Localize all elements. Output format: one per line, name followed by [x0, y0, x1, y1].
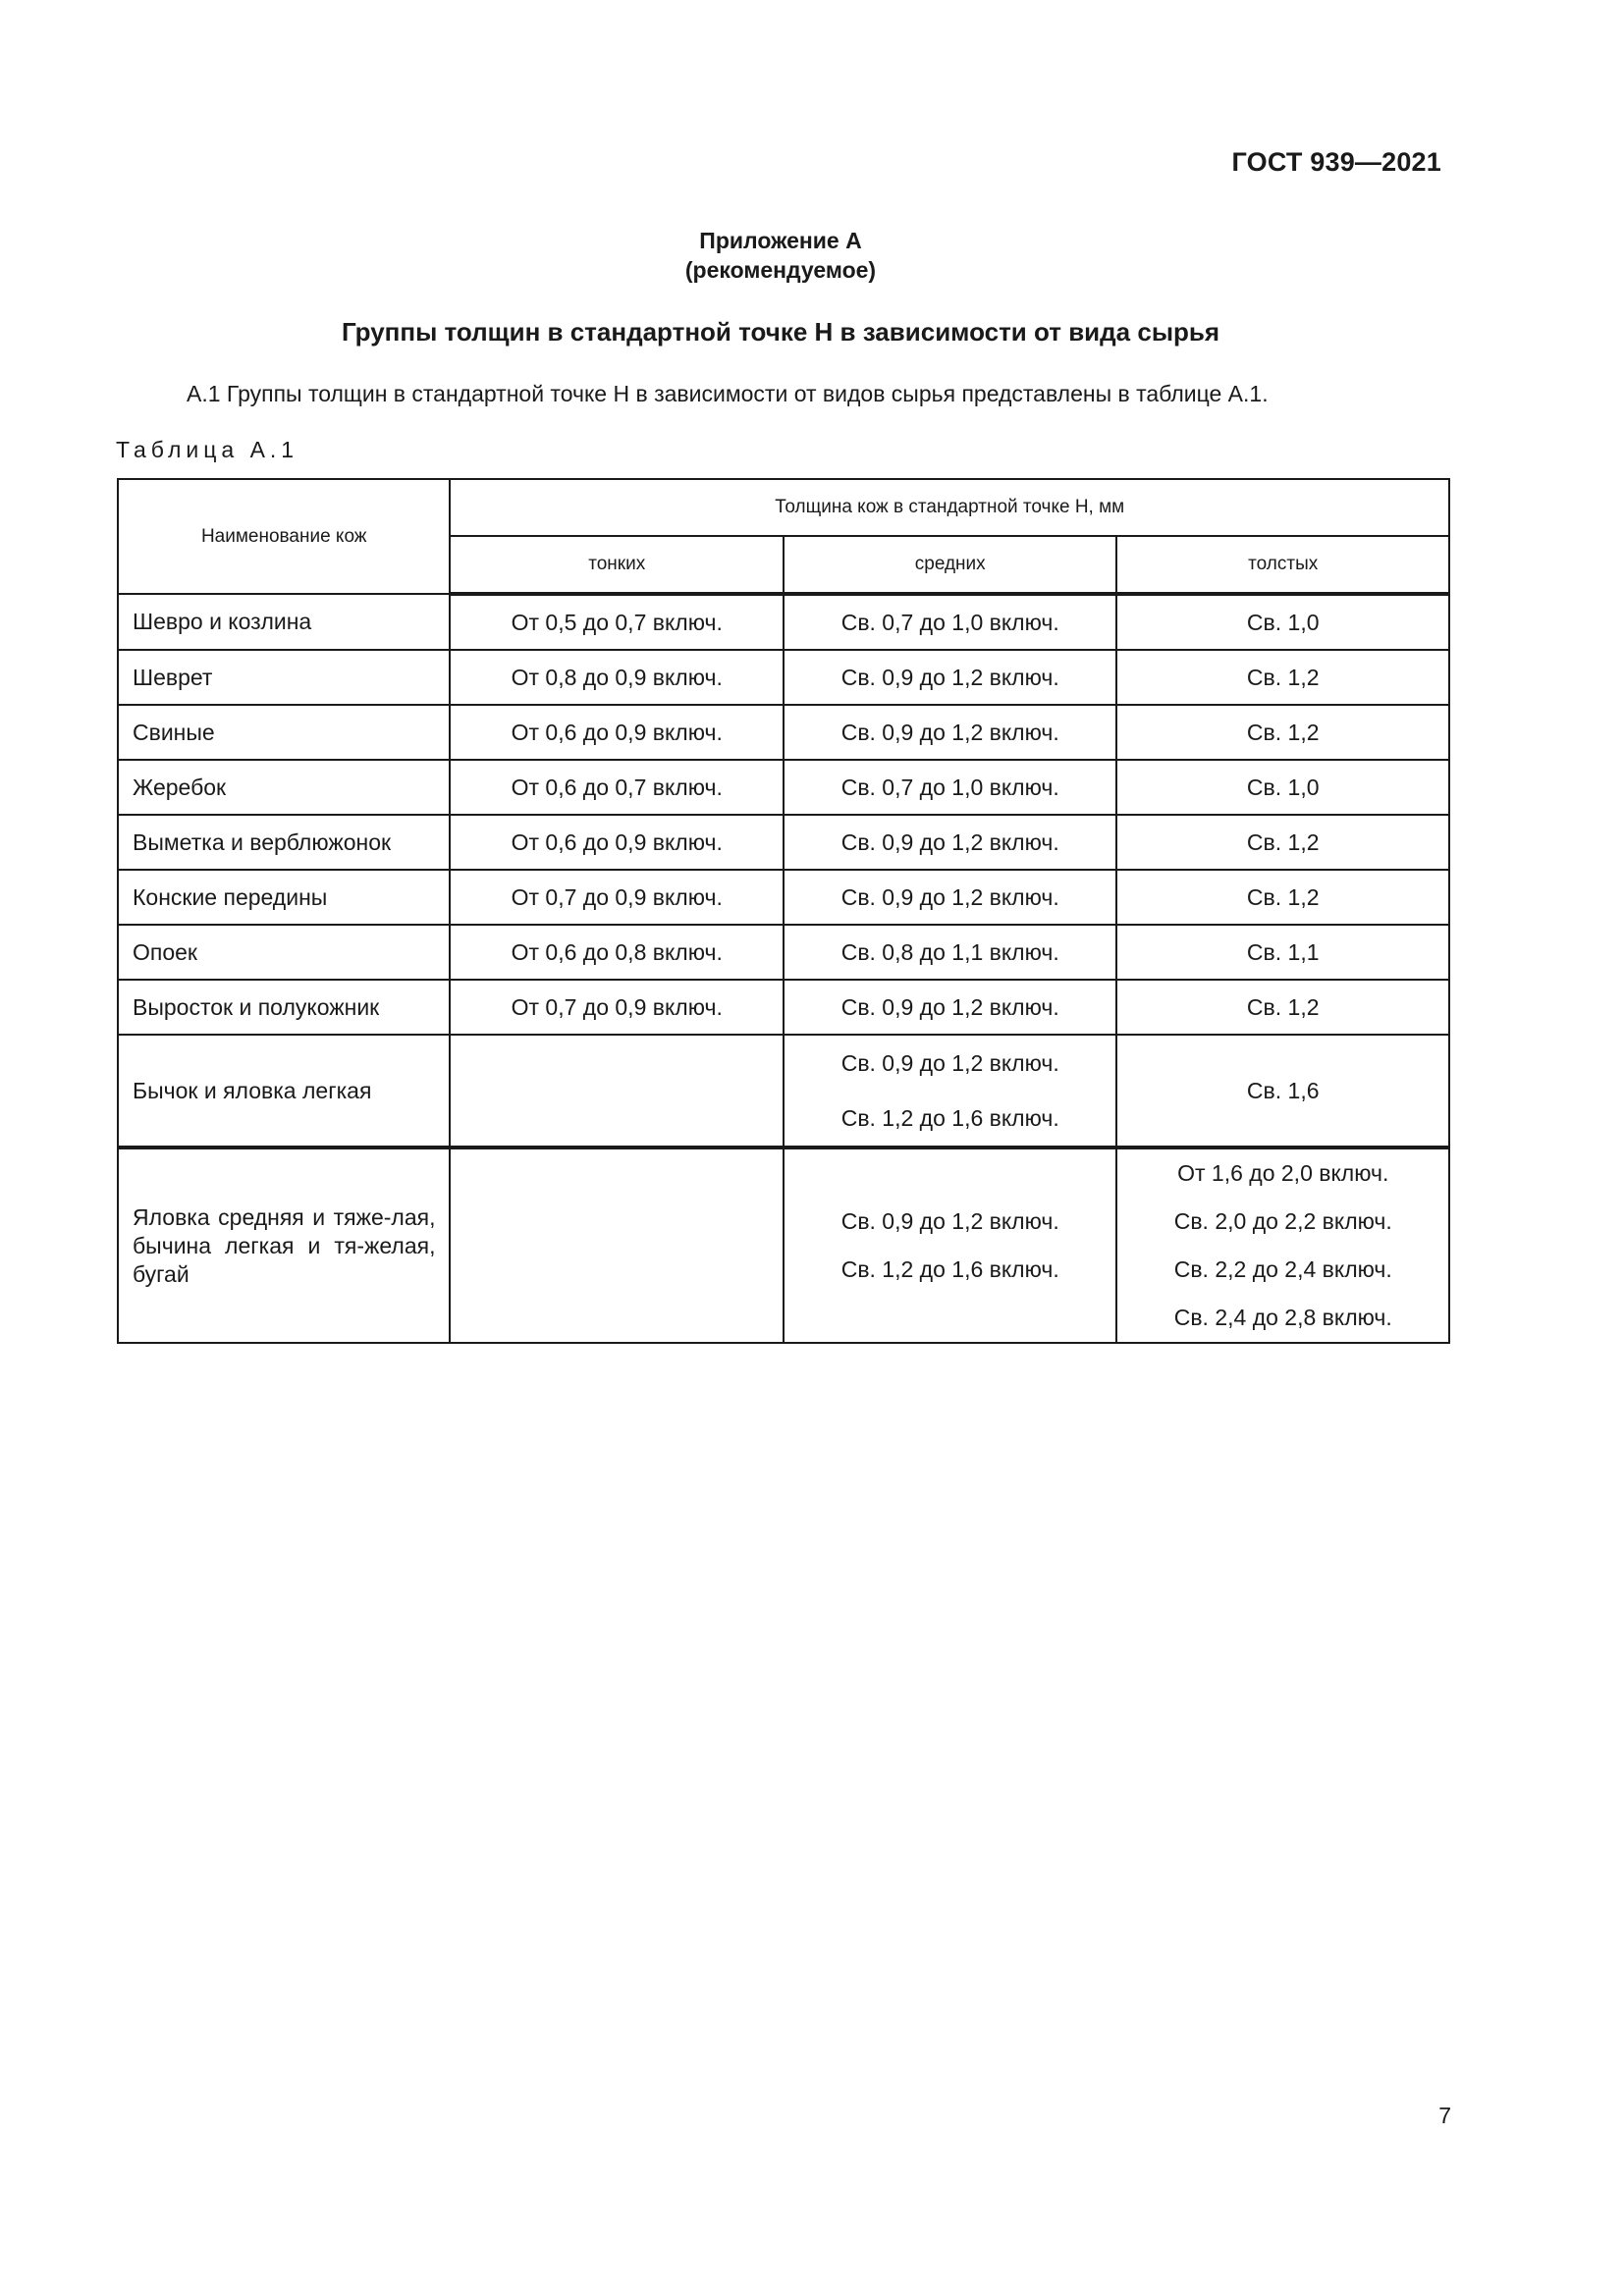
cell-thin	[450, 1035, 783, 1148]
table-row	[118, 705, 1449, 760]
cell-name: Шеврет	[118, 650, 450, 705]
intro-paragraph: А.1 Группы толщин в стандартной точке Н в зависимости от видов сырья представлены в таблице А.1.	[187, 381, 1269, 406]
cell-thin: От 0,7 до 0,9 включ.	[450, 980, 783, 1035]
table-caption: Таблица А.1	[116, 437, 299, 462]
cell-medium: Св. 0,7 до 1,0 включ.	[784, 760, 1116, 815]
cell-thick: Св. 1,1	[1116, 925, 1449, 980]
cell-medium: Св. 0,9 до 1,2 включ.	[784, 705, 1116, 760]
header-medium: средних	[784, 536, 1116, 594]
page-number: 7	[1438, 2103, 1451, 2128]
cell-thin: От 0,5 до 0,7 включ.	[450, 594, 783, 650]
cell-name: Жеребок	[118, 760, 450, 815]
table-row	[118, 594, 1449, 650]
header-thickness-group: Толщина кож в стандартной точке Н, мм	[450, 479, 1449, 536]
cell-medium: Св. 0,9 до 1,2 включ.	[784, 870, 1116, 925]
table-row	[118, 650, 1449, 705]
appendix-subtitle: (рекомендуемое)	[684, 257, 877, 283]
table-row	[118, 1148, 1449, 1343]
cell-name: Выросток и полукожник	[118, 980, 450, 1035]
table-row	[118, 1035, 1449, 1148]
cell-name: Опоек	[118, 925, 450, 980]
cell-medium: Св. 0,8 до 1,1 включ.	[784, 925, 1116, 980]
cell-line: Св. 2,2 до 2,4 включ.	[1173, 1256, 1392, 1282]
cell-line: Св. 0,9 до 1,2 включ.	[840, 1208, 1059, 1234]
cell-thick: Св. 1,2	[1116, 650, 1449, 705]
appendix-title: Приложение А	[699, 228, 862, 253]
cell-thin: От 0,6 до 0,9 включ.	[450, 815, 783, 870]
cell-name: Шевро и козлина	[118, 594, 450, 650]
cell-medium: Св. 0,9 до 1,2 включ.	[784, 980, 1116, 1035]
cell-name: Свиные	[118, 705, 450, 760]
cell-line: Св. 1,2 до 1,6 включ.	[840, 1256, 1059, 1282]
thickness-table	[117, 478, 1450, 1344]
table-row	[118, 815, 1449, 870]
cell-thick	[1116, 1148, 1449, 1343]
cell-name: Бычок и яловка легкая	[118, 1035, 450, 1148]
cell-thin: От 0,8 до 0,9 включ.	[450, 650, 783, 705]
cell-line: Св. 2,0 до 2,2 включ.	[1173, 1208, 1392, 1234]
table-row	[118, 925, 1449, 980]
cell-thin: От 0,6 до 0,9 включ.	[450, 705, 783, 760]
cell-medium: Св. 0,7 до 1,0 включ.	[784, 594, 1116, 650]
cell-line: Св. 1,2 до 1,6 включ.	[840, 1105, 1059, 1131]
cell-name: Конские передины	[118, 870, 450, 925]
header-thick: толстых	[1116, 536, 1449, 594]
cell-thick: Св. 1,0	[1116, 594, 1449, 650]
cell-thick: Св. 1,2	[1116, 705, 1449, 760]
table-body	[118, 594, 1449, 1343]
header-thin: тонких	[450, 536, 783, 594]
cell-medium: Св. 0,9 до 1,2 включ.	[784, 650, 1116, 705]
cell-thick: Св. 1,0	[1116, 760, 1449, 815]
cell-medium: Св. 0,9 до 1,2 включ.	[784, 815, 1116, 870]
cell-thick: Св. 1,2	[1116, 870, 1449, 925]
cell-thin: От 0,6 до 0,8 включ.	[450, 925, 783, 980]
appendix-title-block	[0, 226, 1561, 285]
section-heading: Группы толщин в стандартной точке Н в зависимости от вида сырья	[341, 317, 1220, 347]
cell-name: Яловка средняя и тяже-лая, бычина легкая и тя-желая, бугай	[118, 1148, 450, 1343]
cell-thick: Св. 1,6	[1116, 1035, 1449, 1148]
table-row	[118, 870, 1449, 925]
table-row	[118, 980, 1449, 1035]
cell-line: От 1,6 до 2,0 включ.	[1177, 1160, 1389, 1186]
document-code: ГОСТ 939—2021	[1231, 147, 1441, 177]
cell-thick: Св. 1,2	[1116, 815, 1449, 870]
cell-line: Св. 0,9 до 1,2 включ.	[840, 1050, 1059, 1076]
cell-thick: Св. 1,2	[1116, 980, 1449, 1035]
cell-medium	[784, 1035, 1116, 1148]
cell-line: Св. 2,4 до 2,8 включ.	[1173, 1305, 1392, 1330]
cell-name: Выметка и верблюжонок	[118, 815, 450, 870]
cell-thin: От 0,6 до 0,7 включ.	[450, 760, 783, 815]
cell-thin: От 0,7 до 0,9 включ.	[450, 870, 783, 925]
cell-thin	[450, 1148, 783, 1343]
table-row	[118, 760, 1449, 815]
header-leather-name: Наименование кож	[118, 479, 450, 594]
cell-medium	[784, 1148, 1116, 1343]
